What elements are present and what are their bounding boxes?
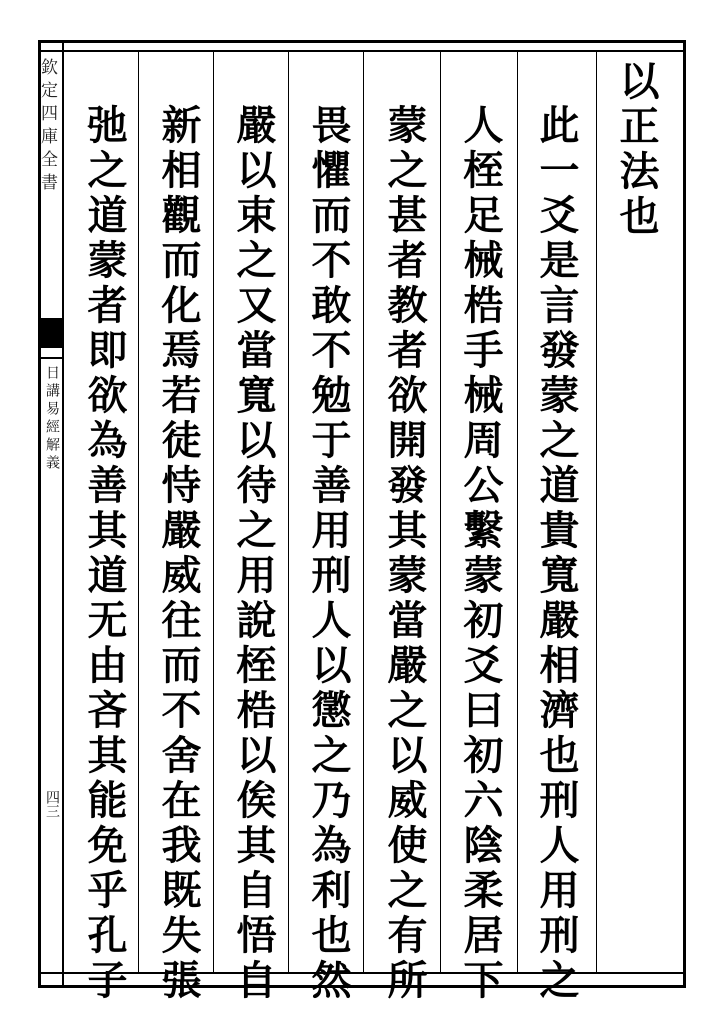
page-number: 四三 xyxy=(44,790,60,818)
text-column-6: 嚴以束之又當寬以待之用說桎梏以俟其自悟自 xyxy=(230,104,277,1004)
fish-tail-lines xyxy=(40,345,62,359)
text-column-2: 此一爻是言發蒙之道貴寬嚴相濟也刑人用刑之 xyxy=(533,104,580,1004)
column-rule xyxy=(138,52,139,972)
fish-tail-mark xyxy=(40,318,62,348)
column-rule xyxy=(213,52,214,972)
page-frame xyxy=(38,40,686,988)
text-column-3: 人桎足械梏手械周公繫蒙初爻曰初六陰柔居下 xyxy=(457,104,504,1004)
book-title: 日講易經解義 xyxy=(44,365,60,473)
column-rule xyxy=(517,52,518,972)
text-column-7: 新相觀而化焉若徒恃嚴威往而不舍在我既失張 xyxy=(155,104,202,1004)
column-rule xyxy=(440,52,441,972)
text-column-1: 以正法也 xyxy=(613,60,660,240)
column-rule xyxy=(596,52,597,972)
bottom-rule xyxy=(38,972,686,974)
top-rule xyxy=(38,50,686,52)
text-column-4: 蒙之甚者教者欲開發其蒙當嚴之以威使之有所 xyxy=(381,104,428,1004)
text-column-8: 弛之道蒙者即欲為善其道无由吝其能免乎孔子 xyxy=(81,104,128,1004)
collection-title: 欽定四庫全書 xyxy=(37,58,57,196)
column-rule xyxy=(363,52,364,972)
text-column-5: 畏懼而不敢不勉于善用刑人以懲之乃為利也然 xyxy=(305,104,352,1004)
column-rule xyxy=(288,52,289,972)
